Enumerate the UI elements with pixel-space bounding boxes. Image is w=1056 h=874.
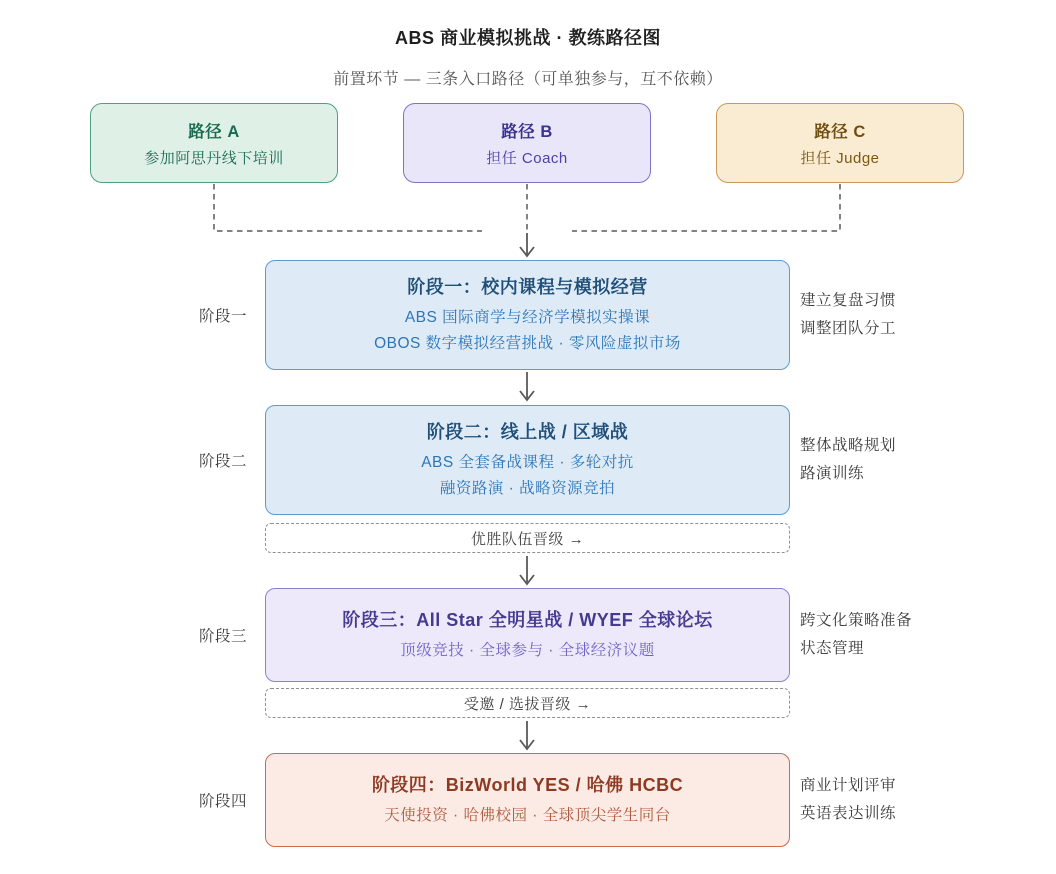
transition-1-label: 优胜队伍晋级 → [470, 530, 585, 548]
stage-2-side-label: 阶段二 [198, 453, 247, 470]
stage-3-note-1: 跨文化策略准备 [800, 612, 913, 629]
entry-path-b-box [403, 103, 651, 183]
stage-2-title: 阶段二：线上战 / 区域战 [426, 422, 629, 442]
page-subtitle: 前置环节 — 三条入口路径（可单独参与，互不依赖） [333, 71, 723, 88]
stage-4-note-1: 商业计划评审 [800, 777, 897, 794]
stage-2-line-1: ABS 全套备战课程 · 多轮对抗 [421, 454, 634, 471]
stage-3-line-1: 顶级竞技 · 全球参与 · 全球经济议题 [400, 642, 655, 659]
stage-3-title: 阶段三：All Star 全明星战 / WYEF 全球论坛 [342, 610, 713, 630]
stage-1-side-note [800, 260, 1050, 370]
entry-c-dashed-connector [572, 184, 840, 231]
transition1-to-stage3-arrow [520, 556, 534, 584]
entry-path-b-title: 路径 B [501, 123, 553, 141]
entry-path-c-desc: 担任 Judge [800, 150, 880, 167]
stage-3-note-2: 状态管理 [800, 640, 865, 657]
stage1-to-stage2-arrow [520, 372, 534, 400]
entry-b-down-arrow [520, 184, 534, 256]
stage-1-note-1: 建立复盘习惯 [800, 292, 897, 309]
stage-1-line-2: OBOS 数字模拟经营挑战 · 零风险虚拟市场 [374, 335, 681, 352]
entry-path-c-box [716, 103, 964, 183]
stage-2-line-2: 融资路演 · 战略资源竞拍 [439, 480, 616, 497]
stage-2-note-1: 整体战略规划 [800, 437, 897, 454]
stage-1-line-1: ABS 国际商学与经济学模拟实操课 [404, 309, 651, 326]
stage-3-side-note [800, 588, 1050, 682]
transition-pill-2 [265, 688, 790, 718]
stage-4-box [265, 753, 790, 847]
stage-1-title: 阶段一：校内课程与模拟经营 [407, 277, 648, 297]
stage-1-side-label: 阶段一 [198, 308, 247, 325]
entry-a-dashed-connector [214, 184, 482, 231]
stage-3-box [265, 588, 790, 682]
stage-4-note-2: 英语表达训练 [800, 805, 897, 822]
entry-path-b-desc: 担任 Coach [486, 150, 568, 167]
stage-4-line-1: 天使投资 · 哈佛校园 · 全球顶尖学生同台 [384, 807, 671, 824]
stage-4-side-note [800, 753, 1050, 847]
entry-path-a-title: 路径 A [188, 123, 240, 141]
transition-2-label: 受邀 / 选拔晋级 → [463, 695, 592, 713]
transition-pill-1 [265, 523, 790, 553]
entry-path-c-title: 路径 C [814, 123, 866, 141]
stage-2-side-note [800, 405, 1050, 515]
stage-3-side-label: 阶段三 [198, 628, 247, 645]
stage-1-note-2: 调整团队分工 [800, 320, 897, 337]
stage-4-title: 阶段四：BizWorld YES / 哈佛 HCBC [371, 775, 684, 795]
stage-2-note-2: 路演训练 [800, 465, 865, 482]
page-title: ABS 商业模拟挑战 · 教练路径图 [395, 28, 661, 48]
entry-path-a-box [90, 103, 338, 183]
transition2-to-stage4-arrow [520, 721, 534, 749]
stage-4-side-label: 阶段四 [198, 793, 247, 810]
stage-2-box [265, 405, 790, 515]
stage-1-box [265, 260, 790, 370]
entry-path-a-desc: 参加阿思丹线下培训 [144, 150, 284, 167]
